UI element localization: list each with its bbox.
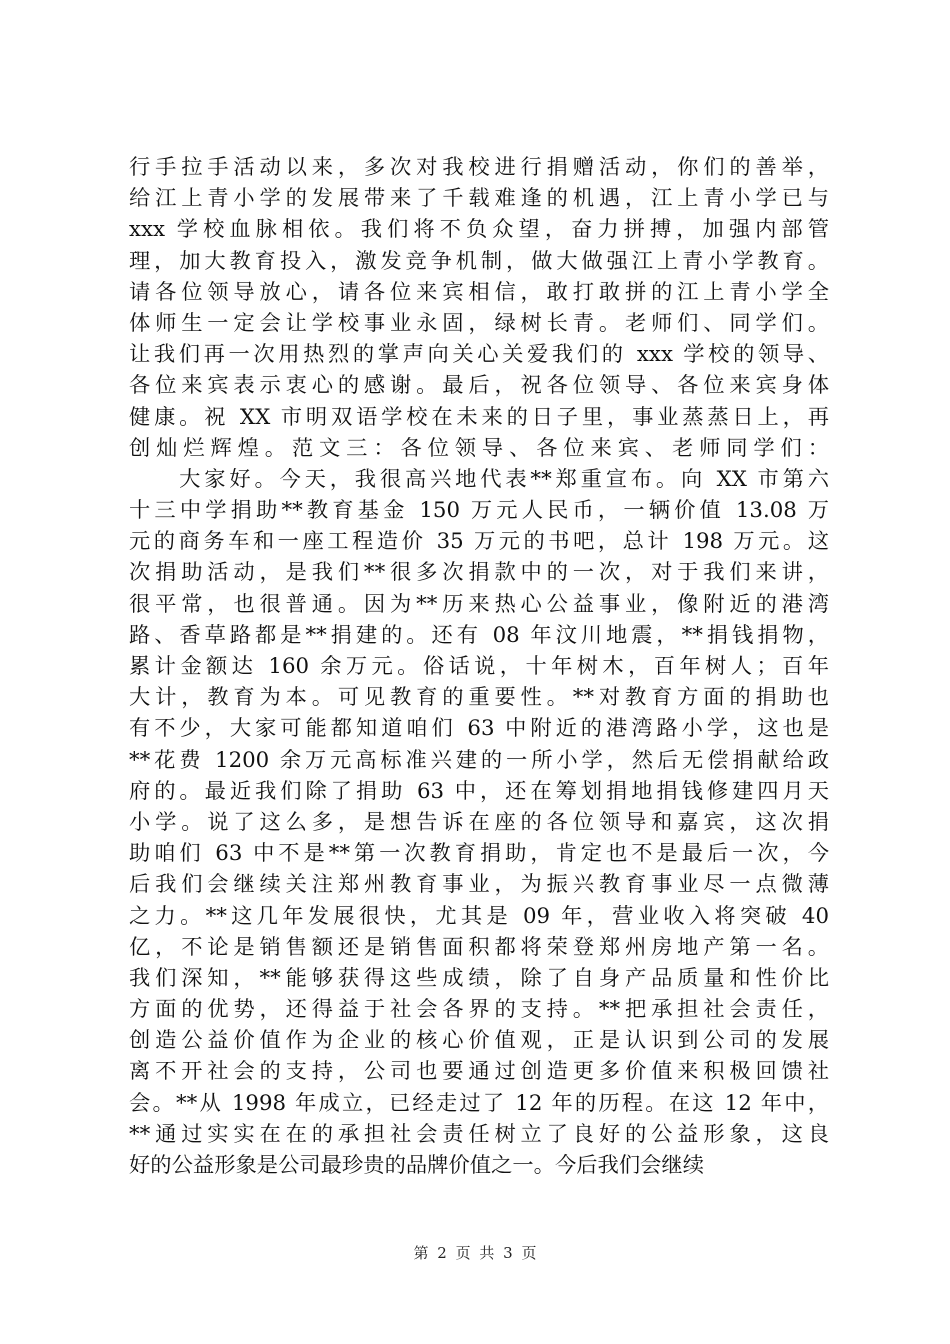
text-line: 元的商务车和一座工程造价 35 万元的书吧，总计 198 万元。这	[129, 529, 829, 555]
text-line: 大家好。今天，我很高兴地代表**郑重宣布。向 XX 市第六	[129, 466, 829, 492]
text-line: 路、香草路都是**捐建的。还有 08 年汶川地震，**捐钱捐物，	[129, 622, 829, 648]
text-line: 让我们再一次用热烈的掌声向关心关爱我们的 xxx 学校的领导、	[129, 342, 829, 368]
text-line: 理，加大教育投入，激发竞争机制，做大做强江上青小学教育。	[129, 248, 829, 274]
text-line: 请各位领导放心，请各位来宾相信，敢打敢拼的江上青小学全	[129, 279, 829, 305]
text-line: 累计金额达 160 余万元。俗话说，十年树木，百年树人；百年	[129, 654, 829, 679]
page-footer: 第 2 页 共 3 页	[413, 1244, 537, 1262]
text-line: 大计，教育为本。可见教育的重要性。**对教育方面的捐助也	[129, 685, 829, 711]
text-line: 离不开社会的支持，公司也要通过创造更多价值来积极回馈社	[129, 1059, 829, 1085]
text-line: 体师生一定会让学校事业永固，绿树长青。老师们、同学们。	[129, 310, 829, 336]
text-line: 创灿烂辉煌。范文三：各位领导、各位来宾、老师同学们：	[129, 435, 829, 461]
text-line: 各位来宾表示衷心的感谢。最后，祝各位领导、各位来宾身体	[129, 373, 829, 399]
text-line: 后我们会继续关注郑州教育事业，为振兴教育事业尽一点微薄	[129, 872, 829, 898]
text-line: xxx 学校血脉相依。我们将不负众望，奋力拼搏，加强内部管	[129, 217, 829, 243]
text-line: 亿，不论是销售额还是销售面积都将荣登郑州房地产第一名。	[129, 934, 829, 960]
text-line: 有不少，大家可能都知道咱们 63 中附近的港湾路小学，这也是	[129, 716, 829, 742]
text-line: 会。**从 1998 年成立，已经走过了 12 年的历程。在这 12 年中，	[129, 1090, 829, 1116]
text-line: 很平常，也很普通。因为**历来热心公益事业，像附近的港湾	[129, 591, 829, 617]
document-body	[129, 152, 829, 1181]
text-line: 十三中学捐助**教育基金 150 万元人民币，一辆价值 13.08 万	[129, 498, 829, 524]
text-line: 方面的优势，还得益于社会各界的支持。**把承担社会责任，	[129, 997, 829, 1023]
text-line: 助咱们 63 中不是**第一次教育捐助，肯定也不是最后一次，今	[129, 841, 829, 867]
text-line: 小学。说了这么多，是想告诉在座的各位领导和嘉宾，这次捐	[129, 809, 829, 835]
text-line: 之力。**这几年发展很快，尤其是 09 年，营业收入将突破 40	[129, 903, 829, 929]
text-line: 创造公益价值作为企业的核心价值观，正是认识到公司的发展	[129, 1028, 829, 1054]
text-line: **花费 1200 余万元高标准兴建的一所小学，然后无偿捐献给政	[129, 747, 829, 773]
text-line: 府的。最近我们除了捐助 63 中，还在筹划捐地捐钱修建四月天	[129, 778, 829, 804]
text-line: 给江上青小学的发展带来了千载难逢的机遇，江上青小学已与	[129, 186, 829, 212]
text-line: **通过实实在在的承担社会责任树立了良好的公益形象，这良	[129, 1121, 829, 1147]
text-line: 好的公益形象是公司最珍贵的品牌价值之一。今后我们会继续	[129, 1153, 705, 1178]
text-line: 健康。祝 XX 市明双语学校在未来的日子里，事业蒸蒸日上，再	[129, 404, 829, 430]
text-line: 我们深知，**能够获得这些成绩，除了自身产品质量和性价比	[129, 965, 829, 991]
text-line: 次捐助活动，是我们**很多次捐款中的一次，对于我们来讲，	[129, 560, 829, 586]
text-line: 行手拉手活动以来，多次对我校进行捐赠活动，你们的善举，	[129, 155, 829, 180]
